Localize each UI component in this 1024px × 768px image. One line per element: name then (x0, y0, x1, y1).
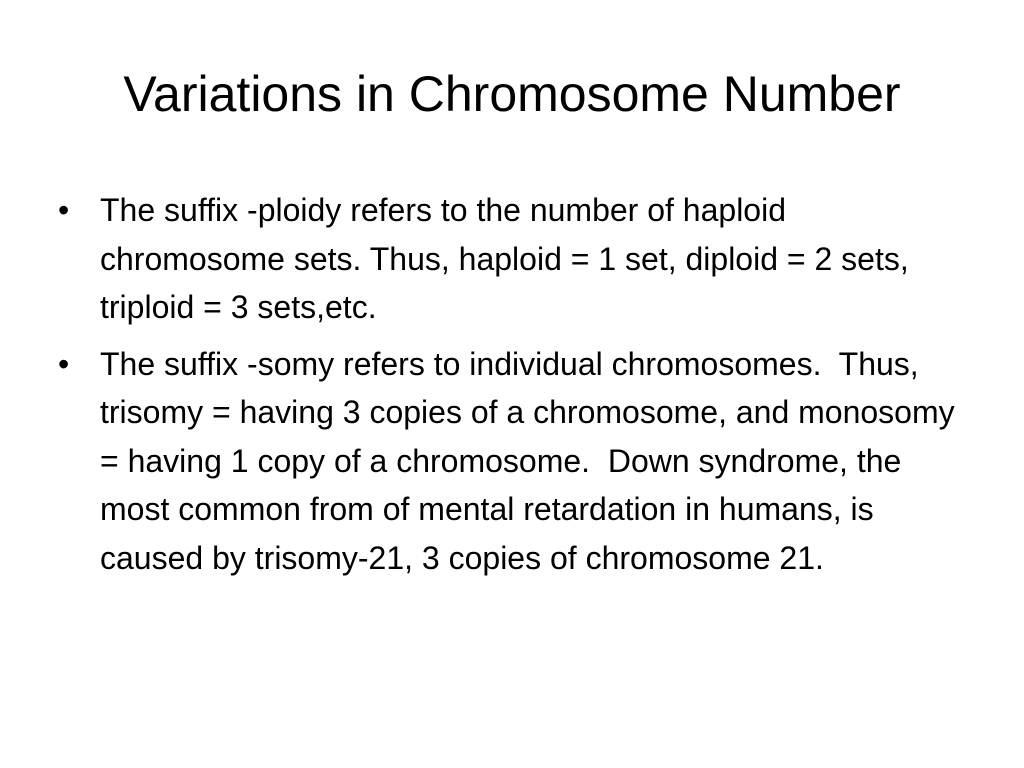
slide-title: Variations in Chromosome Number (123, 66, 901, 122)
bullet-list (54, 186, 974, 590)
bullet-icon: • (58, 345, 70, 382)
bullet-item-somy (54, 340, 974, 583)
bullet-item-ploidy (54, 186, 974, 332)
bullet-text: The suffix -somy refers to individual chromosomes. Thus, trisomy = having 3 copies of a chromosome, and monosomy = having 1 copy of a chromosome. Down syndrome, the most common from of mental retardation in humans, is caused by trisomy-21, 3 copies of chromosome 21. (100, 345, 964, 576)
bullet-text: The suffix -ploidy refers to the number of haploid chromosome sets. Thus, haploid = 1 set, diploid = 2 sets, triploid = 3 sets,etc. (100, 192, 918, 325)
bullet-icon: • (58, 192, 70, 228)
